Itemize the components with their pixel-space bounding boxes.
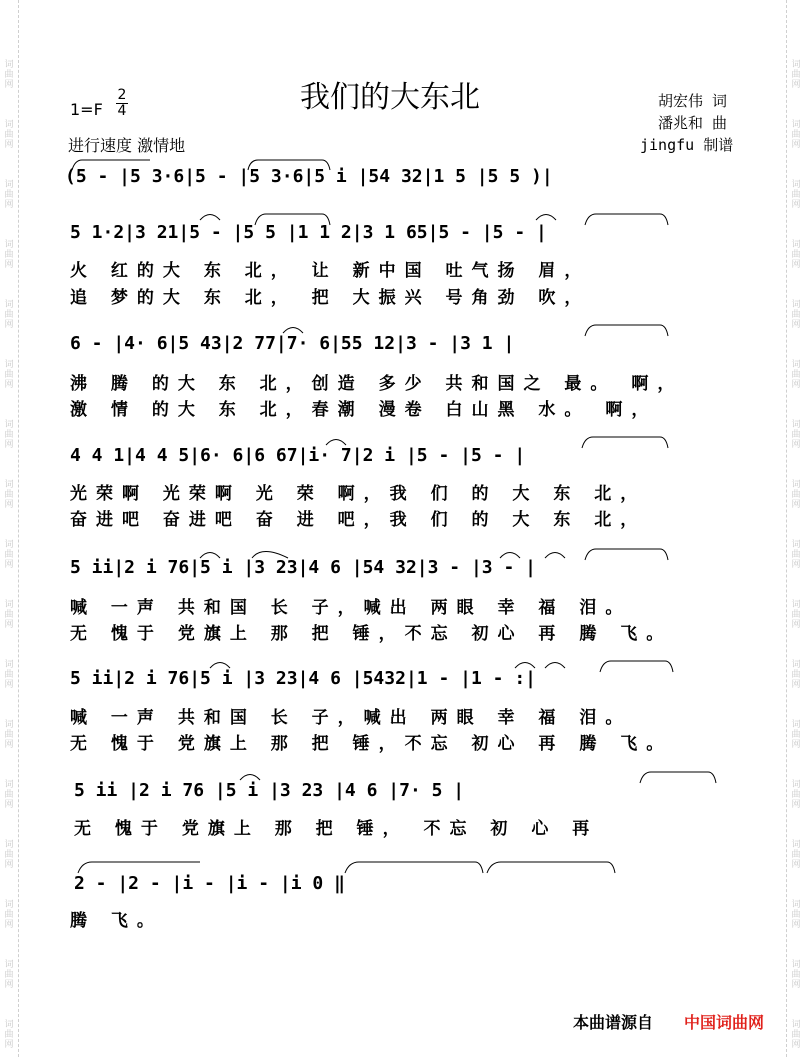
slur [585,549,668,560]
watermark-text: 词 曲 网 [4,900,14,930]
score-row-6-lyric-1: 喊 一声 共和国 长 子，喊出 两眼 幸 福 泪。 [70,708,632,728]
slur [72,160,150,170]
tempo-marking: 进行速度 激情地 [68,136,186,155]
watermark-text: 词 曲 网 [791,180,801,210]
watermark-text: 词 曲 网 [4,300,14,330]
watermark-text: 词 曲 网 [791,540,801,570]
score-row-3-lyric-2: 激 情 的大 东 北，春潮 漫卷 白山黑 水。 啊， [70,400,658,420]
slur [585,214,668,225]
score-row-6-lyric-2: 无 愧于 党旗上 那 把 锤，不忘 初心 再 腾 飞。 [70,734,673,754]
score-row-5-notes: 5 ii|2 i 76|5 i |3 23|4 6 |54 32|3 - |3 - | [70,557,536,578]
watermark-text: 词 曲 网 [791,1020,801,1050]
watermark-text: 词 曲 网 [4,420,14,450]
slur [487,862,615,873]
slur [200,553,220,559]
watermark-text: 词 曲 网 [4,1020,14,1050]
footer-source-label: 本曲谱源自 [573,1013,654,1032]
slur [255,214,330,225]
watermark-text: 词 曲 网 [4,360,14,390]
slur [515,663,535,669]
watermark-text: 词 曲 网 [791,600,801,630]
watermark-text: 词 曲 网 [4,480,14,510]
watermark-text: 词 曲 网 [4,120,14,150]
score-row-6-notes: 5 ii|2 i 76|5 i |3 23|4 6 |5432|1 - |1 - :| [70,668,536,689]
watermark-text: 词 曲 网 [791,840,801,870]
slur [500,553,520,559]
watermark-text: 词 曲 网 [4,240,14,270]
slur [252,552,288,559]
score-row-2-notes: 5 1·2|3 21|5 - |5 5 |1 1 2|3 1 65|5 - |5 - | [70,222,547,243]
footer-site-link[interactable]: 中国词曲网 [684,1013,765,1032]
watermark-text: 词 曲 网 [4,540,14,570]
watermark-text: 词 曲 网 [4,720,14,750]
score-row-2-lyric-1: 火 红的大 东 北， 让 新中国 吐气扬 眉， [70,261,591,281]
score-row-4-notes: 4 4 1|4 4 5|6· 6|6 67|i· 7|2 i |5 - |5 - | [70,445,526,466]
watermark-text: 词 曲 网 [4,660,14,690]
watermark-text: 词 曲 网 [791,780,801,810]
watermark-text: 词 曲 网 [4,180,14,210]
slur [200,215,220,221]
score-row-5-lyric-1: 喊 一声 共和国 长 子，喊出 两眼 幸 福 泪。 [70,598,632,618]
watermark-text: 词 曲 网 [791,300,801,330]
slur [600,661,673,672]
score-row-8-lyric-1: 腾 飞。 [70,911,163,931]
slur [536,215,556,221]
slur [210,663,230,669]
slur [248,160,330,170]
slur [545,663,565,669]
watermark-text: 词 曲 网 [791,420,801,450]
watermark-text: 词 曲 网 [4,840,14,870]
watermark-text: 词 曲 网 [791,660,801,690]
watermark-text: 词 曲 网 [4,960,14,990]
watermark-text: 词 曲 网 [4,780,14,810]
watermark-text: 词 曲 网 [791,720,801,750]
score-row-7-lyric-1: 无 愧于 党旗上 那 把 锤， 不忘 初 心 再 [74,819,599,839]
slur [78,862,200,873]
slur [283,328,303,334]
watermark-text: 词 曲 网 [791,900,801,930]
score-row-4-lyric-1: 光荣啊 光荣啊 光 荣 啊，我 们 的 大 东 北， [70,484,647,504]
slur [545,553,565,559]
score-row-8-notes: 2 - |2 - |i - |i - |i 0 ‖ [74,873,345,894]
watermark-text: 词 曲 网 [4,600,14,630]
watermark-text: 词 曲 网 [791,240,801,270]
watermark-text: 词 曲 网 [791,480,801,510]
lyricist-credit: 胡宏伟 词 [658,92,728,110]
slur [345,862,483,873]
score-row-4-lyric-2: 奋进吧 奋进吧 奋 进 吧，我 们 的 大 东 北， [70,510,647,530]
key-signature: 1=F [70,100,103,119]
time-sig-bottom: 4 [117,103,127,119]
composer-credit: 潘兆和 曲 [658,114,728,132]
score-row-7-notes: 5 ii |2 i 76 |5 i |3 23 |4 6 |7· 5 | [74,780,465,801]
watermark-text: 词 曲 网 [791,120,801,150]
slur [326,440,346,446]
maker-credit: jingfu 制谱 [640,136,734,154]
watermark-text: 词 曲 网 [4,60,14,90]
slur [582,437,668,448]
watermark-text: 词 曲 网 [791,960,801,990]
score-row-1-notes: (5 - |5 3·6|5 - |5 3·6|5 i |54 32|1 5 |5 5 )| [65,166,553,187]
watermark-text: 词 曲 网 [791,60,801,90]
watermark-text: 词 曲 网 [791,360,801,390]
time-sig-top: 2 [117,87,127,103]
score-row-5-lyric-2: 无 愧于 党旗上 那 把 锤，不忘 初心 再 腾 飞。 [70,624,673,644]
slur [240,775,260,781]
song-title: 我们的大东北 [300,80,480,115]
slur [640,772,716,783]
score-row-2-lyric-2: 追 梦的大 东 北， 把 大振兴 号角劲 吹， [70,288,591,308]
slur [585,325,668,336]
score-row-3-notes: 6 - |4· 6|5 43|2 77|7· 6|55 12|3 - |3 1 | [70,333,515,354]
score-row-3-lyric-1: 沸 腾 的大 东 北，创造 多少 共和国之 最。 啊， [70,374,684,394]
